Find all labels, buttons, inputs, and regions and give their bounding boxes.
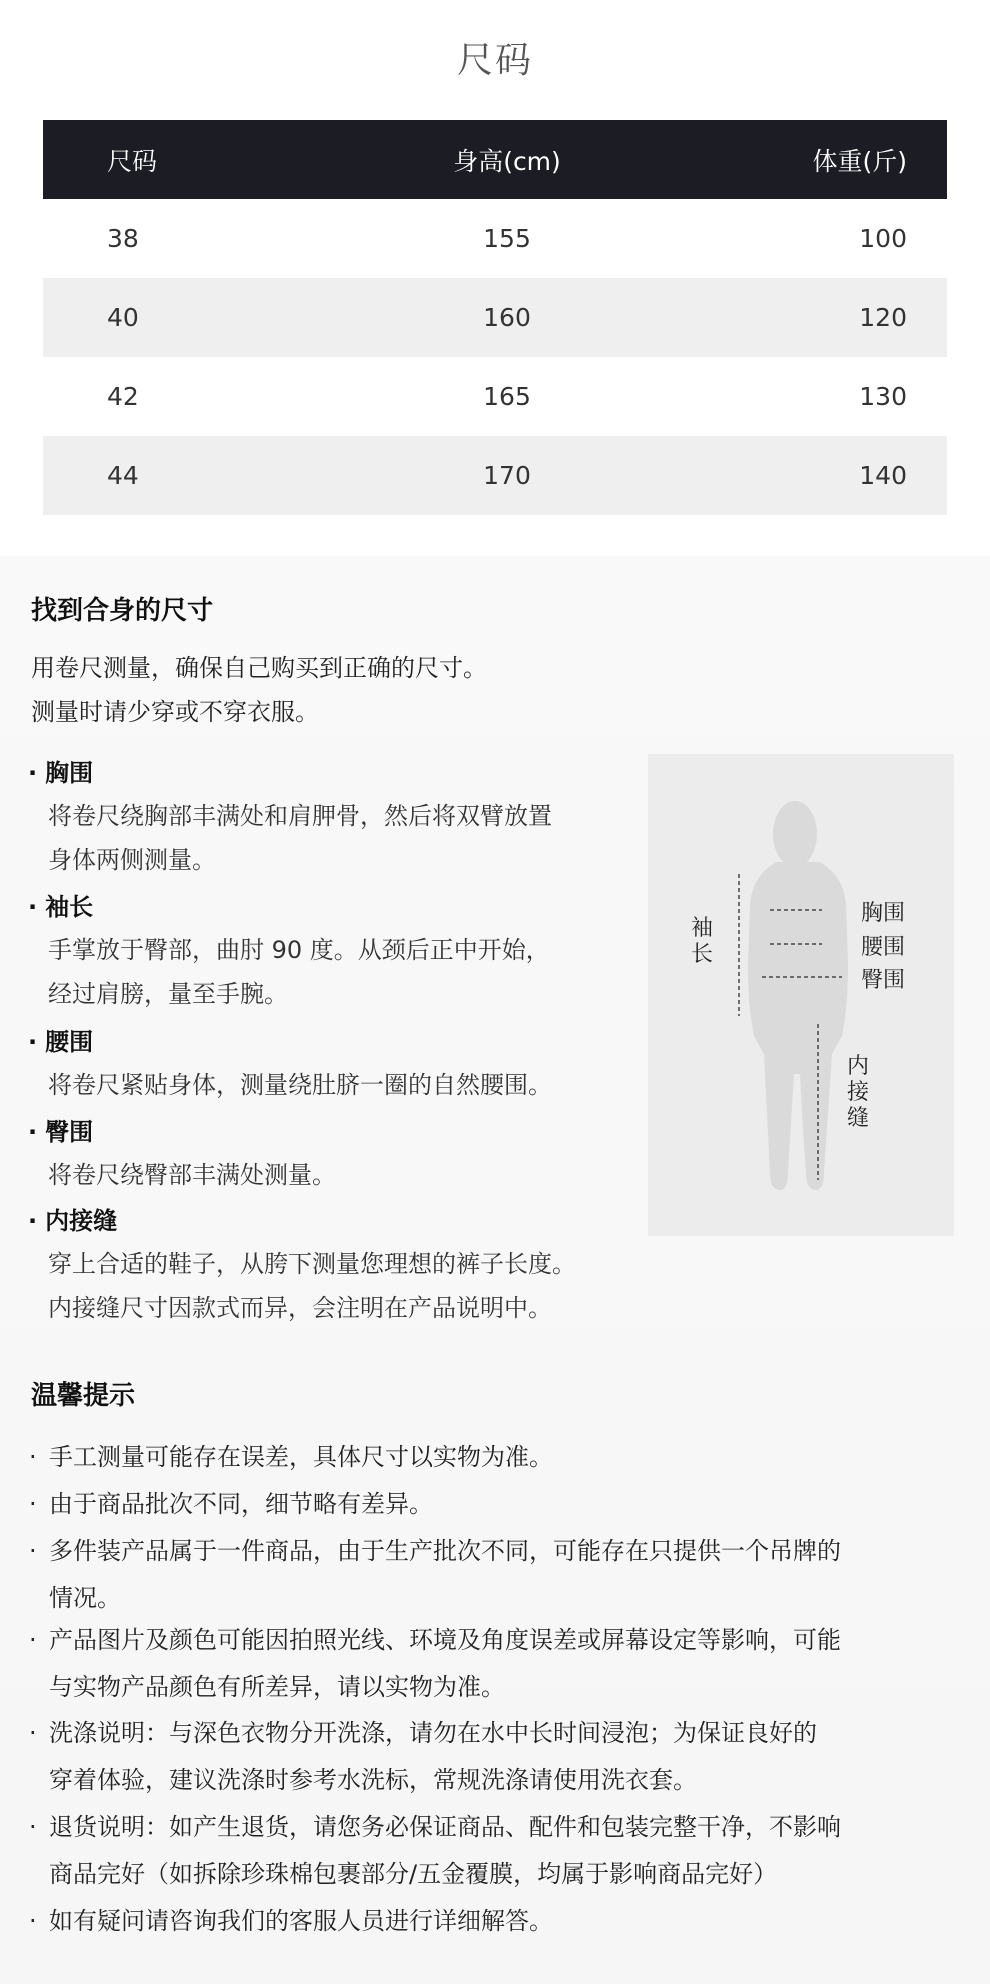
tip-item: · 如有疑问请咨询我们的客服人员进行详细解答。: [29, 1907, 553, 1935]
cell-size: 40: [107, 303, 139, 332]
figure-label-chest: 胸围: [861, 901, 906, 926]
cell-height: 155: [483, 224, 531, 253]
tip-item-continued: 穿着体验，建议洗涤时参考水洗标，常规洗涤请使用洗衣套。: [49, 1766, 697, 1794]
header-size: 尺码: [107, 146, 158, 176]
fit-intro-line: 用卷尺测量，确保自己购买到正确的尺寸。: [31, 654, 487, 682]
header-height: 身高(cm): [453, 146, 561, 176]
cell-height: 160: [483, 303, 531, 332]
cell-height: 170: [483, 461, 531, 490]
table-row: [43, 278, 947, 357]
body-measurement-figure: [648, 754, 954, 1236]
size-table: [43, 120, 947, 515]
fit-item-text: 穿上合适的鞋子，从胯下测量您理想的裤子长度。: [48, 1250, 576, 1278]
cell-weight: 100: [859, 224, 907, 253]
tip-item: · 手工测量可能存在误差，具体尺寸以实物为准。: [29, 1443, 553, 1471]
tip-item: · 产品图片及颜色可能因拍照光线、环境及角度误差或屏幕设定等影响，可能: [29, 1626, 841, 1654]
header-weight: 体重(斤): [812, 146, 907, 176]
fit-item-waist-heading: · 腰围: [28, 1028, 94, 1056]
fit-item-hip-heading: · 臀围: [28, 1118, 94, 1146]
fit-item-chest-heading: · 胸围: [28, 759, 94, 787]
fit-item-text: 经过肩膀，量至手腕。: [48, 980, 288, 1008]
table-row: [43, 199, 947, 278]
figure-label-waist: 腰围: [861, 935, 906, 960]
page-title: 尺码: [456, 40, 533, 81]
fit-title: 找到合身的尺寸: [31, 596, 214, 626]
table-row: [43, 436, 947, 515]
fit-item-inseam-heading: · 内接缝: [28, 1207, 118, 1235]
cell-size: 42: [107, 382, 139, 411]
table-header-row: [43, 120, 947, 199]
tip-item: · 退货说明：如产生退货，请您务必保证商品、配件和包装完整干净，不影响: [29, 1813, 841, 1841]
tips-title: 温馨提示: [31, 1381, 136, 1411]
fit-item-text: 将卷尺绕臀部丰满处测量。: [48, 1161, 336, 1189]
fit-item-text: 内接缝尺寸因款式而异，会注明在产品说明中。: [48, 1294, 552, 1322]
cell-weight: 120: [859, 303, 907, 332]
tip-item: · 由于商品批次不同，细节略有差异。: [29, 1490, 433, 1518]
cell-weight: 130: [859, 382, 907, 411]
tip-item-continued: 商品完好（如拆除珍珠棉包裹部分/五金覆膜，均属于影响商品完好）: [49, 1860, 778, 1888]
fit-item-text: 身体两侧测量。: [48, 846, 216, 874]
cell-size: 44: [107, 461, 139, 490]
fit-item-text: 将卷尺绕胸部丰满处和肩胛骨，然后将双臂放置: [48, 802, 552, 830]
figure-label-sleeve: 袖长: [690, 916, 713, 967]
figure-label-inseam: 内接缝: [846, 1054, 869, 1131]
tip-item-continued: 情况。: [49, 1584, 121, 1612]
figure-label-hip: 臀围: [861, 968, 906, 993]
fit-item-sleeve-heading: · 袖长: [28, 893, 94, 921]
tip-item: · 洗涤说明：与深色衣物分开洗涤，请勿在水中长时间浸泡；为保证良好的: [29, 1719, 817, 1747]
tip-item: · 多件装产品属于一件商品，由于生产批次不同，可能存在只提供一个吊牌的: [29, 1537, 841, 1565]
cell-size: 38: [107, 224, 139, 253]
fit-intro-line: 测量时请少穿或不穿衣服。: [31, 698, 319, 726]
fit-item-text: 手掌放于臀部，曲肘 90 度。从颈后正中开始，: [48, 936, 550, 964]
body-silhouette-icon: [648, 754, 954, 1236]
cell-weight: 140: [859, 461, 907, 490]
fit-item-text: 将卷尺紧贴身体，测量绕肚脐一圈的自然腰围。: [48, 1071, 552, 1099]
cell-height: 165: [483, 382, 531, 411]
tip-item-continued: 与实物产品颜色有所差异，请以实物为准。: [49, 1673, 505, 1701]
table-row: [43, 357, 947, 436]
